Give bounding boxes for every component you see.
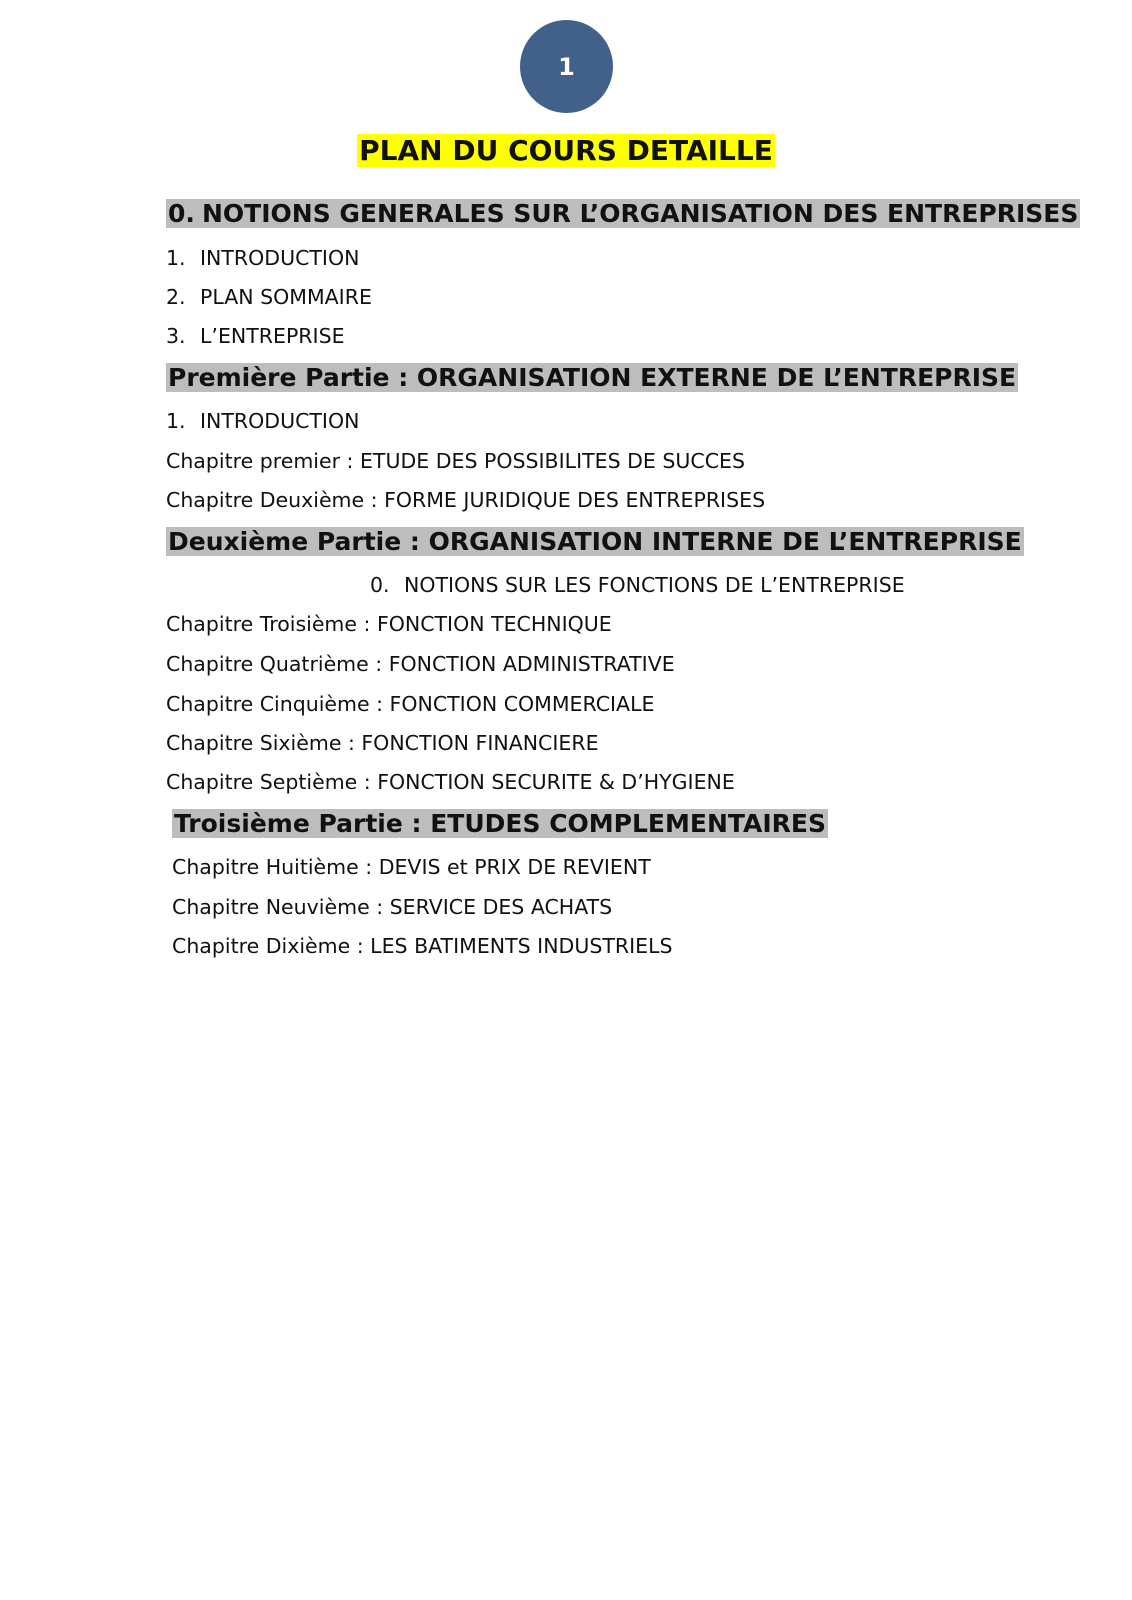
- list-item: [166, 322, 345, 350]
- section-0-heading: [166, 198, 1080, 230]
- chapter-line: Chapitre Cinquième : FONCTION COMMERCIALE: [166, 692, 655, 716]
- chapter-line: Chapitre premier : ETUDE DES POSSIBILITES DE SUCCES: [166, 449, 745, 473]
- chapter-line: Chapitre Neuvième : SERVICE DES ACHATS: [172, 895, 613, 919]
- list-item: [370, 571, 905, 599]
- list-item-number: 3.: [166, 324, 186, 348]
- list-item-number: 1.: [166, 409, 186, 433]
- list-item-number: 0.: [370, 573, 390, 597]
- part-1-heading-text: Première Partie : ORGANISATION EXTERNE DE L’ENTREPRISE: [168, 363, 1017, 392]
- chapter-line: Chapitre Huitième : DEVIS et PRIX DE REVIENT: [172, 855, 651, 879]
- section-0-heading-text: NOTIONS GENERALES SUR L’ORGANISATION DES ENTREPRISES: [202, 199, 1079, 228]
- part-3-heading-text: Troisième Partie : ETUDES COMPLEMENTAIRES: [174, 809, 826, 838]
- list-item-number: 1.: [166, 246, 186, 270]
- list-item-text: INTRODUCTION: [200, 409, 360, 433]
- chapter-line: Chapitre Quatrième : FONCTION ADMINISTRATIVE: [166, 652, 675, 676]
- chapter-line: Chapitre Deuxième : FORME JURIDIQUE DES ENTREPRISES: [166, 488, 766, 512]
- chapter-line: Chapitre Dixième : LES BATIMENTS INDUSTRIELS: [172, 934, 673, 958]
- list-item-text: L’ENTREPRISE: [200, 324, 345, 348]
- list-item: [166, 244, 359, 272]
- page-number-badge: 1: [520, 20, 613, 113]
- document-title-text: PLAN DU COURS DETAILLE: [359, 134, 773, 167]
- list-item: [166, 283, 372, 311]
- list-item-number: 2.: [166, 285, 186, 309]
- document-title: [0, 132, 1132, 170]
- list-item: [166, 407, 359, 435]
- part-2-heading-text: Deuxième Partie : ORGANISATION INTERNE DE L’ENTREPRISE: [168, 527, 1022, 556]
- list-item-text: NOTIONS SUR LES FONCTIONS DE L’ENTREPRISE: [404, 573, 905, 597]
- list-item-text: INTRODUCTION: [200, 246, 360, 270]
- part-2-heading: [166, 526, 1024, 558]
- list-item-text: PLAN SOMMAIRE: [200, 285, 372, 309]
- chapter-line: Chapitre Sixième : FONCTION FINANCIERE: [166, 731, 599, 755]
- part-3-heading: [172, 808, 828, 840]
- chapter-line: Chapitre Troisième : FONCTION TECHNIQUE: [166, 612, 612, 636]
- chapter-line: Chapitre Septième : FONCTION SECURITE & D’HYGIENE: [166, 770, 735, 794]
- part-1-heading: [166, 362, 1018, 394]
- section-0-number: 0.: [168, 199, 195, 228]
